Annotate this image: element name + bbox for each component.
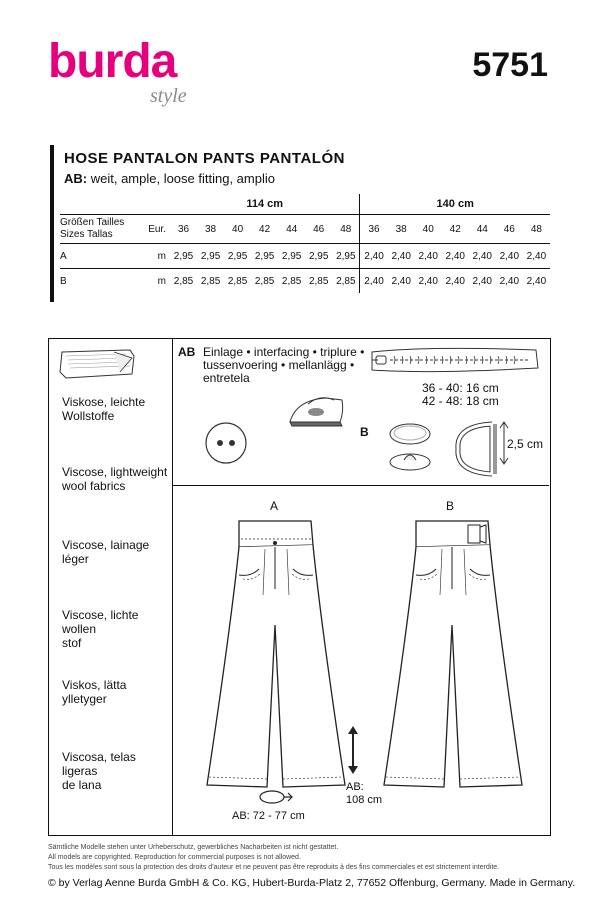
- yardage-cell: 2,40: [496, 244, 523, 269]
- size-cell: 40: [415, 215, 442, 244]
- burda-logo: burda: [48, 35, 177, 88]
- size-cell: 48: [332, 215, 360, 244]
- publisher-copyright: © by Verlag Aenne Burda GmbH & Co. KG, Hubert-Burda-Platz 2, 77652 Offenburg, Germany. Made in Germany.: [48, 877, 576, 889]
- table-row: [60, 269, 550, 294]
- yardage-cell: 2,40: [469, 244, 496, 269]
- yardage-cell: 2,95: [224, 244, 251, 269]
- fabric-recommendation-sv: Viskos, lätta ylletyger: [62, 678, 127, 706]
- copyright-note-en: All models are copyrighted. Reproduction for commercial purposes is not allowed.: [48, 854, 301, 861]
- size-cell: 44: [469, 215, 496, 244]
- yardage-cell: 2,40: [360, 244, 388, 269]
- table-row: [60, 244, 550, 269]
- subtitle-views: AB:: [64, 171, 88, 186]
- fabric-recommendation-en: Viscose, lightweight wool fabrics: [62, 465, 168, 493]
- waist-label: AB: 72 - 77 cm: [232, 810, 305, 822]
- copyright-note-de: Sämtliche Modelle stehen unter Urheberschutz, gewerbliches Nacharbeiten ist nicht gestattet.: [48, 844, 339, 851]
- length-label: AB: 108 cm: [346, 781, 383, 806]
- subtitle-text: weit, ample, loose fitting, amplio: [87, 171, 275, 186]
- yardage-cell: 2,85: [308, 275, 329, 287]
- fabric-swatch-icon: [58, 346, 138, 382]
- yardage-cell: 2,40: [360, 269, 388, 294]
- zipper-lengths: 36 - 40: 16 cm 42 - 48: 18 cm: [422, 381, 499, 408]
- view-b-label: B: [446, 499, 455, 513]
- subtitle: [64, 171, 275, 186]
- yardage-cell: 2,85: [200, 275, 221, 287]
- yardage-cell: 2,95: [197, 244, 224, 269]
- copyright-note-fr: Tous les modèles sont sous la protection des droits d'auteur et ne peuvent pas être reproduits à des fins commerciales et est strictement interdite.: [48, 864, 500, 871]
- yardage-cell: 2,40: [391, 275, 411, 287]
- yardage-cell: 2,95: [251, 244, 278, 269]
- row-view-label: A: [60, 244, 138, 269]
- yardage-cell: 2,85: [281, 275, 302, 287]
- fabric-width-140: 140 cm: [360, 194, 550, 215]
- panel-divider-horizontal: [172, 485, 549, 486]
- yardage-cell: 2,95: [332, 244, 360, 269]
- yardage-cell: 2,85: [336, 275, 356, 287]
- zipper-icon: [368, 344, 546, 380]
- pattern-number: 5751: [472, 46, 548, 84]
- button-icon: [203, 420, 249, 466]
- yardage-cell: 2,95: [305, 244, 332, 269]
- fabric-recommendation-fr: Viscose, lainage léger: [62, 538, 150, 566]
- size-cell: 40: [224, 215, 251, 244]
- notions-b-label: B: [360, 425, 369, 439]
- size-cell: 44: [278, 215, 305, 244]
- interfacing-text: Einlage • interfacing • triplure • tussenvoering • mellanlägg • entretela: [203, 345, 365, 385]
- size-cell: 42: [251, 215, 278, 244]
- size-cell: 38: [388, 215, 415, 244]
- yardage-cell: 2,95: [170, 244, 197, 269]
- row-view-label: B: [60, 275, 67, 287]
- notions-ab-label: AB: [178, 345, 196, 359]
- size-cell: 46: [496, 215, 523, 244]
- size-cell: 38: [197, 215, 224, 244]
- row-unit: m: [157, 275, 166, 287]
- view-a-label: A: [270, 499, 279, 513]
- yardage-cell: 2,40: [415, 244, 442, 269]
- yardage-cell: 2,40: [418, 275, 438, 287]
- yardage-table: [60, 194, 550, 293]
- panel-divider-vertical: [172, 338, 173, 835]
- yardage-cell: 2,40: [523, 244, 550, 269]
- d-ring-icon: [452, 420, 504, 478]
- iron-icon: [286, 390, 348, 430]
- yardage-cell: 2,95: [278, 244, 305, 269]
- pants-view-b-sketch: [372, 515, 532, 797]
- size-cell: 48: [523, 215, 550, 244]
- yardage-cell: 2,40: [442, 244, 469, 269]
- yardage-cell: 2,40: [472, 275, 492, 287]
- fabric-recommendation-nl: Viscose, lichte wollen stof: [62, 608, 139, 650]
- yardage-cell: 2,40: [445, 275, 465, 287]
- size-cell: 42: [442, 215, 469, 244]
- snap-fastener-icon: [380, 418, 440, 476]
- style-logo-text: style: [150, 85, 187, 107]
- size-cell: 46: [305, 215, 332, 244]
- yardage-cell: 2,40: [499, 275, 520, 287]
- yardage-cell: 2,85: [173, 275, 194, 287]
- waist-measure-icon: [254, 786, 294, 808]
- yardage-cell: 2,85: [254, 275, 275, 287]
- length-arrow-icon: [346, 724, 360, 776]
- fabric-recommendation-es: Viscosa, telas ligeras de lana: [62, 750, 136, 792]
- yardage-cell: 2,40: [388, 244, 415, 269]
- fabric-width-114: 114 cm: [170, 194, 360, 215]
- title-accent-bar: [50, 145, 54, 302]
- row-unit: m: [138, 244, 170, 269]
- page-title: HOSE PANTALON PANTS PANTALÓN: [64, 150, 345, 167]
- sizes-label: Größen Tailles Sizes Tallas: [60, 215, 138, 244]
- size-cell: 36: [170, 215, 197, 244]
- yardage-cell: 2,85: [227, 275, 248, 287]
- unit-header: Eur.: [138, 215, 170, 244]
- size-cell: 36: [360, 215, 388, 244]
- ring-size-label: 2,5 cm: [507, 437, 544, 451]
- pants-view-a-sketch: [195, 515, 355, 797]
- yardage-cell: 2,40: [526, 275, 547, 287]
- fabric-recommendation-de: Viskose, leichte Wollstoffe: [62, 395, 146, 423]
